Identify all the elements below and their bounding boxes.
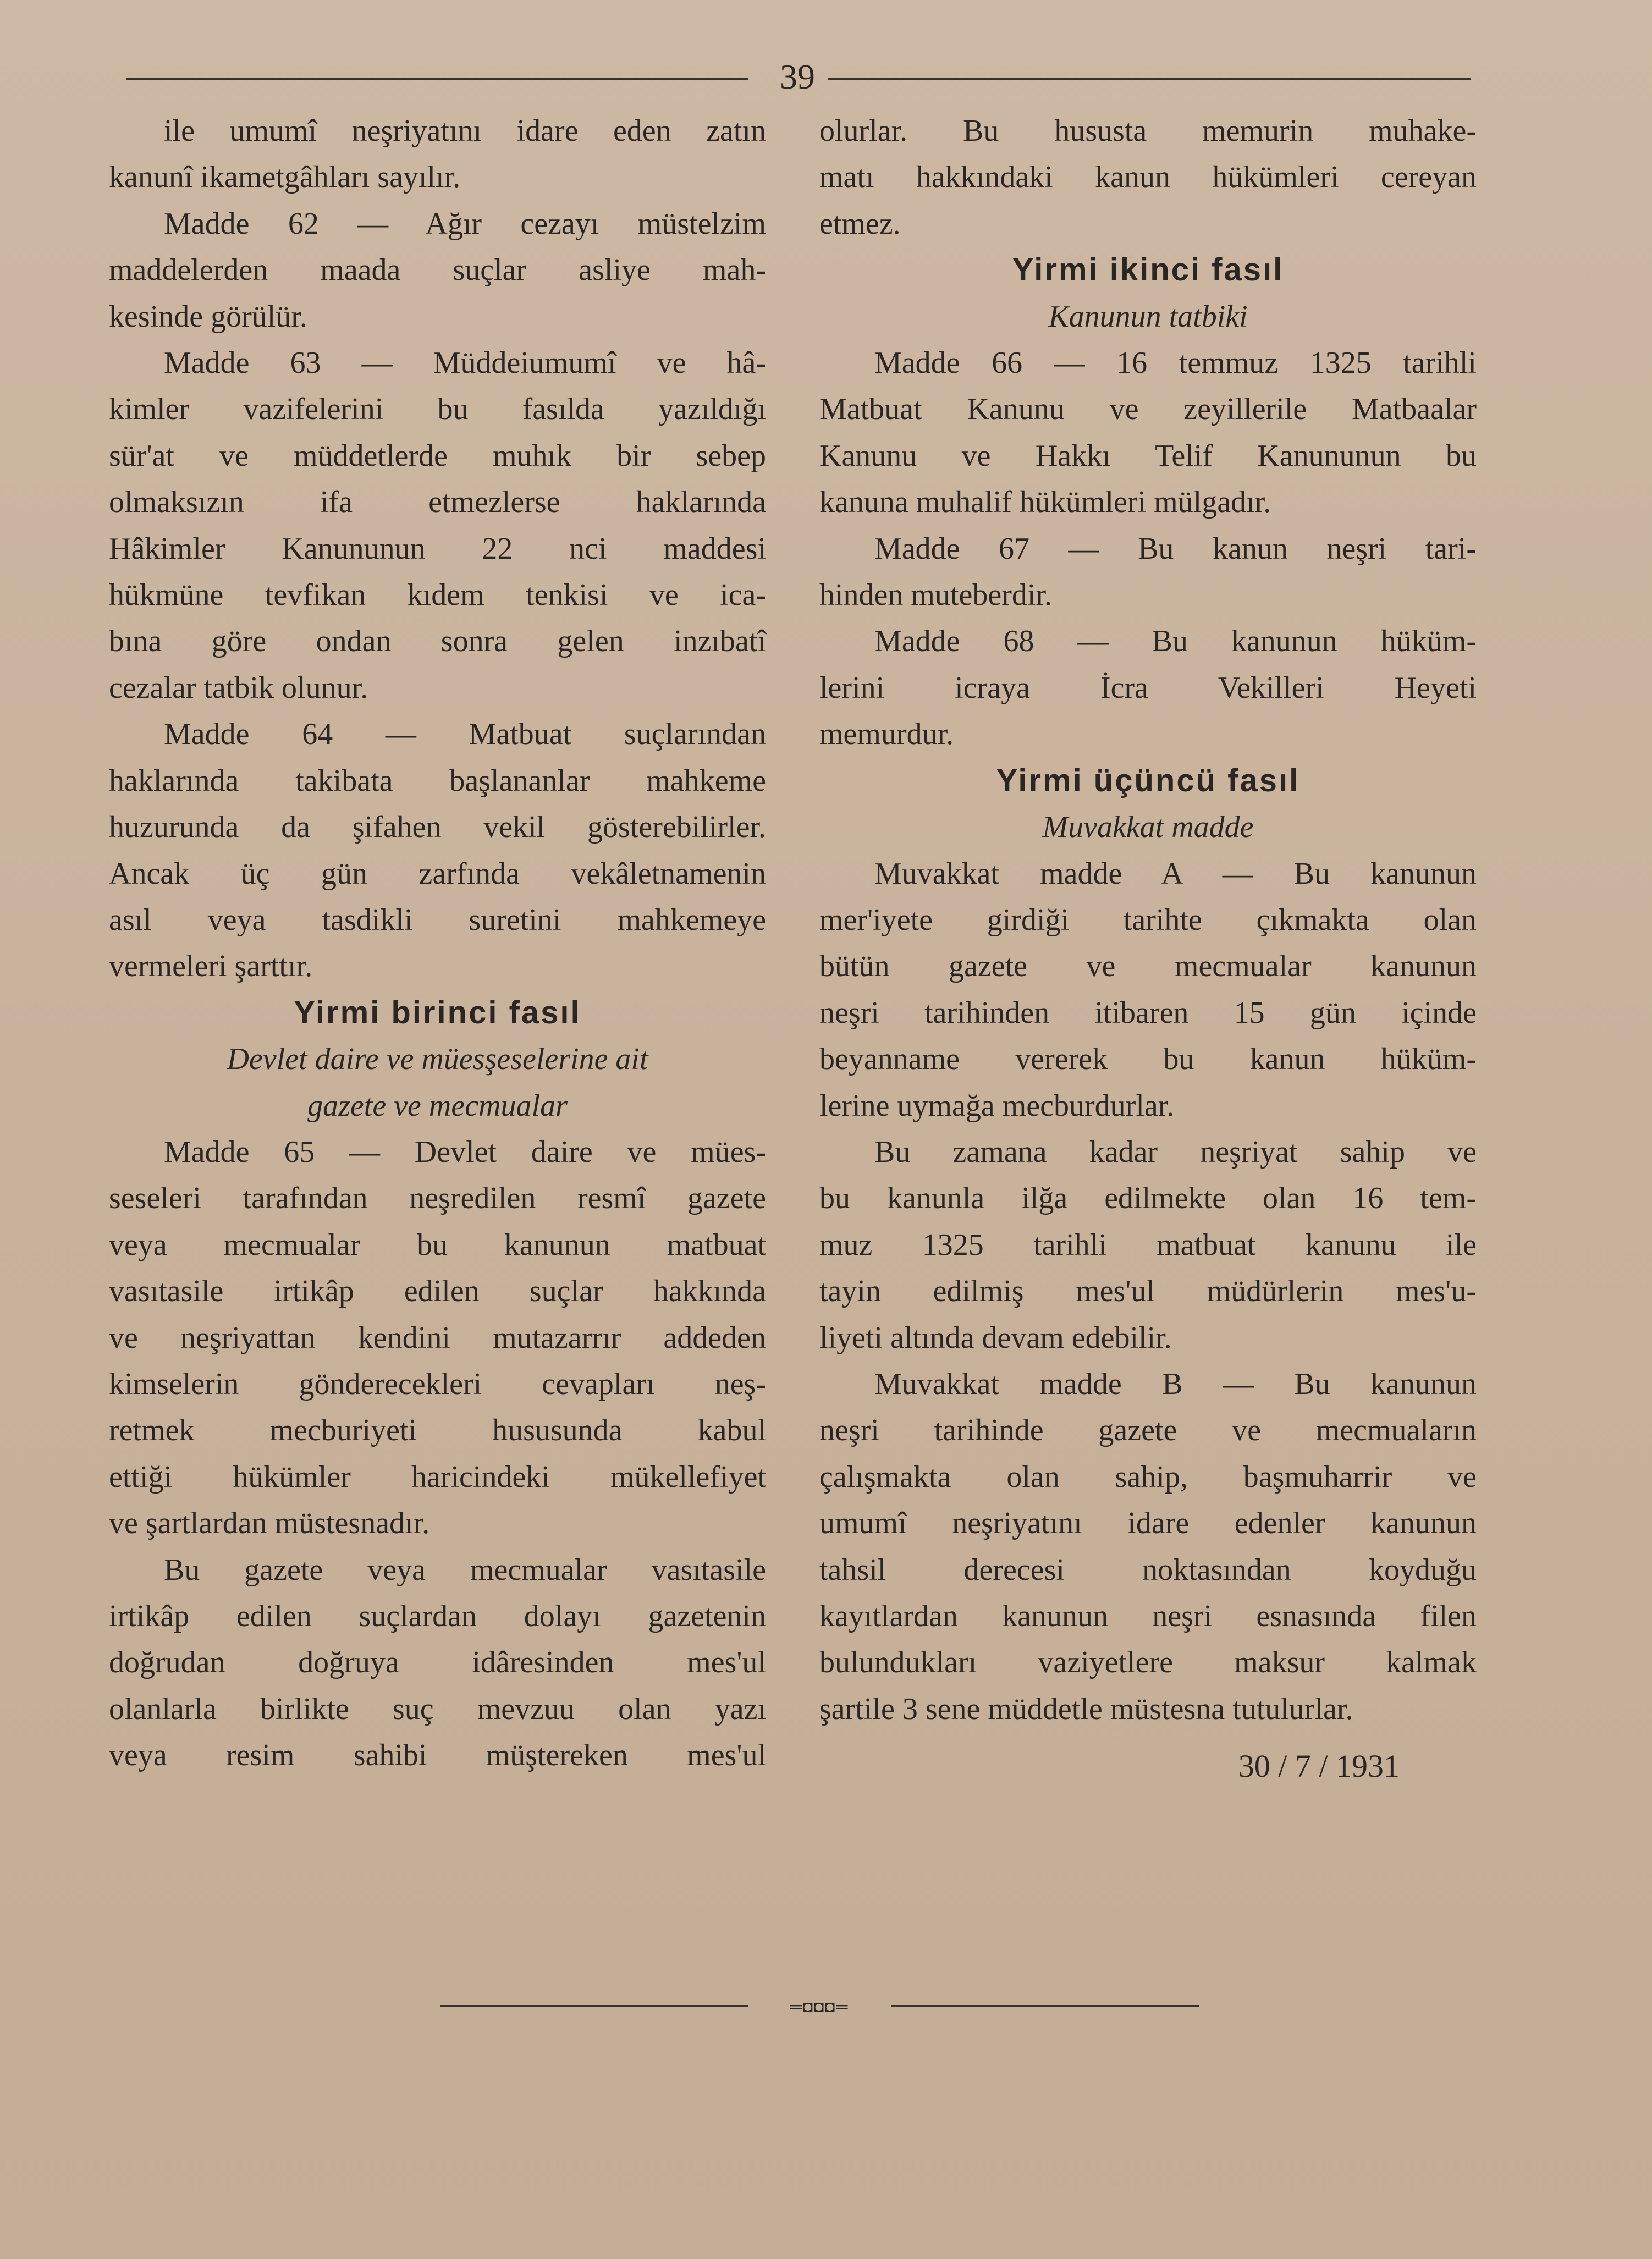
text-line: Madde 65 — Devlet daire ve mües- [164,1134,766,1169]
text-line: kimler vazifelerini bu fasılda yazıldığı [109,392,766,427]
text-line: muz 1325 tarihli matbuat kanunu ile [819,1227,1477,1262]
section-heading: Yirmi ikinci fasıl [1012,252,1284,288]
text-line: irtikâp edilen suçlardan dolayı gazetenin [109,1599,766,1633]
text-line: Madde 63 — Müddeiumumî ve hâ- [164,346,766,381]
date-line: 30 / 7 / 1931 [1238,1748,1400,1784]
text-line: huzurunda da şifahen vekil gösterebilirler. [109,810,766,845]
text-line: matı hakkındaki kanun hükümleri cereyan [819,160,1477,195]
text-line: Hâkimler Kanununun 22 nci maddesi [109,531,766,566]
page-number: 39 [780,57,815,96]
text-line: vermeleri şarttır. [109,949,313,984]
text-line: kanunî ikametgâhları sayılır. [109,160,461,195]
text-line: Muvakkat madde B — Bu kanunun [874,1367,1477,1401]
text-line: haklarında takibata başlananlar mahkeme [109,763,766,798]
text-line: Madde 67 — Bu kanun neşri tari- [874,531,1477,566]
text-line: kanuna muhalif hükümleri mülgadır. [819,485,1271,520]
footer-ornament: ═◘◘◘═ [790,1998,849,2016]
text-line: Madde 68 — Bu kanunun hüküm- [874,624,1477,659]
text-line: kesinde görülür. [109,299,307,334]
text-line: neşri tarihinde gazete ve mecmuaların [819,1413,1477,1448]
text-line: ettiği hükümler haricindeki mükellefiyet [109,1459,766,1494]
text-line: mer'iyete girdiği tarihte çıkmakta olan [819,902,1477,937]
section-subtitle: Kanunun tatbiki [1048,299,1248,334]
header-rule-left [126,78,748,80]
text-line: liyeti altında devam edebilir. [819,1320,1172,1355]
section-subtitle: Muvakkat madde [1042,810,1254,845]
text-line: bulundukları vaziyetlere maksur kalmak [819,1645,1477,1680]
text-line: hinden muteberdir. [819,578,1053,613]
text-line: ile umumî neşriyatını idare eden zatın [164,114,766,148]
text-line: tayin edilmiş mes'ul müdürlerin mes'u- [819,1274,1477,1309]
text-line: Muvakkat madde A — Bu kanunun [874,856,1477,891]
footer-divider [440,1996,1199,2018]
text-line: lerini icraya İcra Vekilleri Heyeti [819,670,1477,705]
text-line: retmek mecburiyeti hususunda kabul [109,1413,766,1448]
left-column [109,108,766,1779]
text-line: Ancak üç gün zarfında vekâletnamenin [109,856,766,891]
text-line: Madde 64 — Matbuat suçlarından [164,717,766,752]
text-line: cezalar tatbik olunur. [109,670,368,705]
text-line: Bu gazete veya mecmualar vasıtasile [164,1552,766,1587]
header-rule-right [828,78,1471,80]
section-subtitle: gazete ve mecmualar [307,1088,568,1123]
page-header [126,55,1501,99]
text-line: maddelerden maada suçlar asliye mah- [109,253,766,288]
text-line: veya resim sahibi müştereken mes'ul [109,1738,766,1773]
text-line: Madde 62 — Ağır cezayı müstelzim [164,206,766,241]
footer-rule-left [440,2005,748,2007]
text-line: olmaksızın ifa etmezlerse haklarında [109,485,766,520]
text-line: Kanunu ve Hakkı Telif Kanununun bu [819,438,1477,473]
text-line: sür'at ve müddetlerde muhık bir sebep [109,438,766,473]
text-line: ve neşriyattan kendini mutazarrır addeden [109,1320,766,1355]
text-line: asıl veya tasdikli suretini mahkemeye [109,902,766,937]
text-line: olurlar. Bu hususta memurin muhake- [819,114,1477,148]
text-line: bına göre ondan sonra gelen inzıbatî [109,624,766,659]
text-line: neşri tarihinden itibaren 15 gün içinde [819,995,1477,1030]
text-line: Matbuat Kanunu ve zeyillerile Matbaalar [819,392,1477,427]
text-line: çalışmakta olan sahip, başmuharrir ve [819,1459,1477,1494]
text-line: Madde 66 — 16 temmuz 1325 tarihli [874,346,1477,381]
text-line: şartile 3 sene müddetle müstesna tutulurlar. [819,1692,1353,1726]
text-line: kimselerin gönderecekleri cevapları neş- [109,1367,766,1401]
text-line: seseleri tarafından neşredilen resmî gazete [109,1181,766,1216]
text-line: vasıtasile irtikâp edilen suçlar hakkında [109,1274,766,1309]
text-line: bu kanunla ilğa edilmekte olan 16 tem- [819,1181,1477,1216]
section-heading: Yirmi üçüncü fasıl [996,762,1300,798]
footer-rule-right [891,2005,1199,2007]
text-line: hükmüne tevfikan kıdem tenkisi ve ica- [109,578,766,613]
text-line: veya mecmualar bu kanunun matbuat [109,1227,766,1262]
text-line: bütün gazete ve mecmualar kanunun [819,949,1477,984]
text-line: ve şartlardan müstesnadır. [109,1506,430,1541]
text-line: beyanname vererek bu kanun hüküm- [819,1042,1477,1077]
section-subtitle: Devlet daire ve müesşeselerine ait [227,1042,648,1077]
text-line: tahsil derecesi noktasından koyduğu [819,1552,1477,1587]
text-line: kayıtlardan kanunun neşri esnasında filen [819,1599,1477,1633]
right-column [819,108,1477,1790]
text-line: lerine uymağa mecburdurlar. [819,1088,1175,1123]
text-line: olanlarla birlikte suç mevzuu olan yazı [109,1692,766,1726]
text-line: doğrudan doğruya idâresinden mes'ul [109,1645,766,1680]
text-line: etmez. [819,206,901,241]
section-heading: Yirmi birinci fasıl [294,994,581,1031]
text-line: Bu zamana kadar neşriyat sahip ve [874,1134,1477,1169]
text-line: memurdur. [819,717,954,752]
text-line: umumî neşriyatını idare edenler kanunun [819,1506,1477,1541]
